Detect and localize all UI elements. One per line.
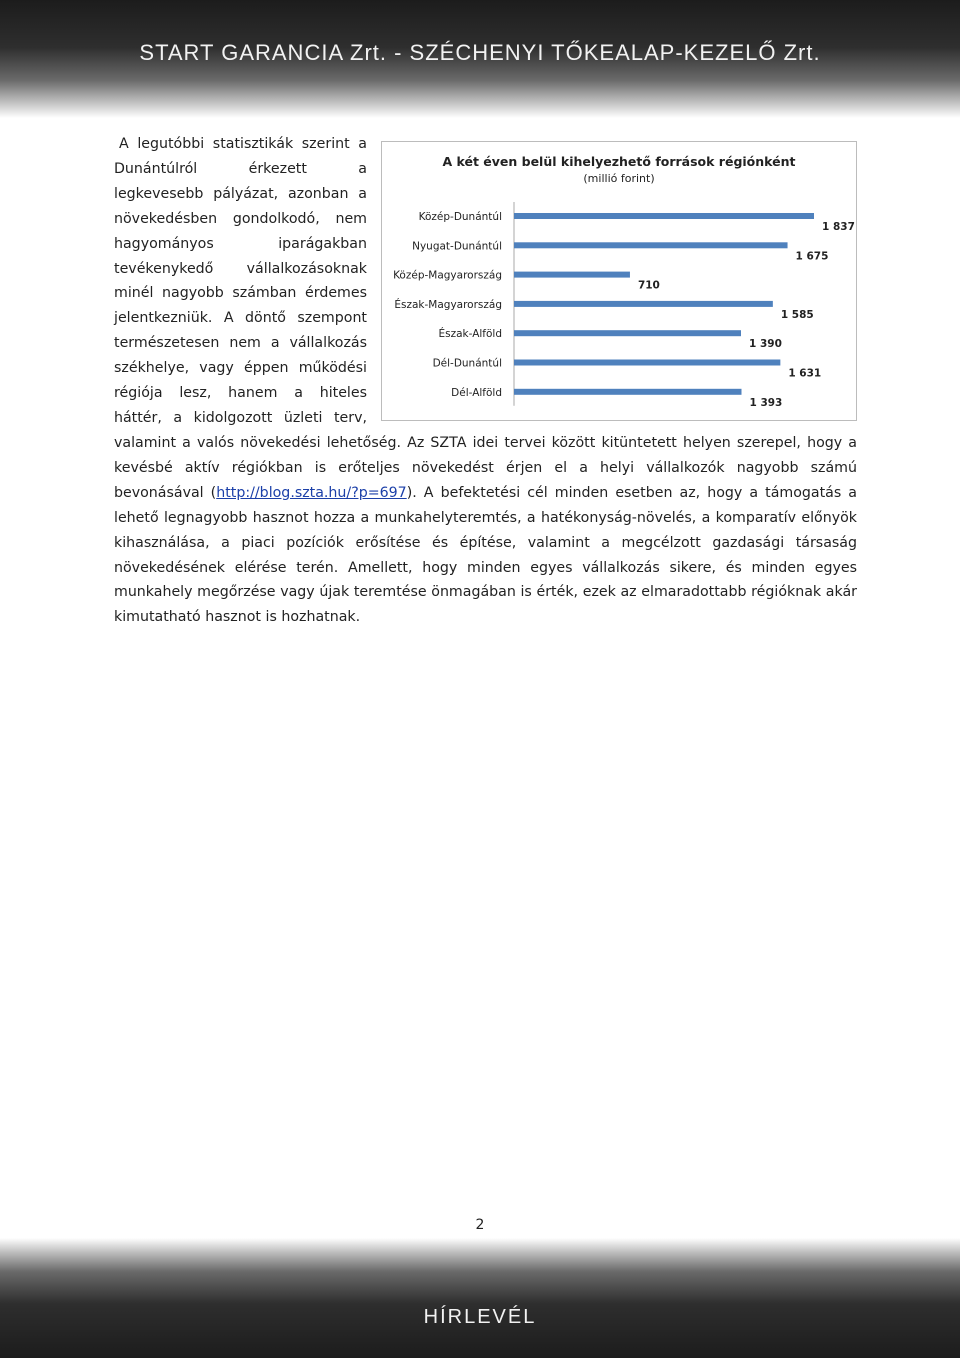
- text-line: A legutóbbi statisztikák szerint a: [119, 136, 367, 152]
- text-line: növekedésének elérése terén. Amellett, hogy minden egyes vállalkozás sikere, és minden egyes: [114, 559, 857, 576]
- category-label: Dél-Alföld: [451, 386, 502, 399]
- bar: [514, 242, 788, 248]
- text-line: valamint a valós növekedési lehetőség. Az SZTA idei tervei között kitüntetett helyen szerepel, hogy a: [114, 435, 857, 451]
- text-line: Dunántúlról érkezett a: [114, 160, 367, 177]
- text-line: lehető legnagyobb hasznot hozza a munkahelyteremtés, a hatékonyság-növelés, a komparatív előnyök: [114, 509, 857, 526]
- blog-link[interactable]: http://blog.szta.hu/?p=697: [216, 484, 407, 501]
- text-line: hagyományos iparágakban: [114, 235, 367, 252]
- data-label: 1 393: [749, 396, 783, 409]
- text-line: minél nagyobb számban érdemes: [114, 285, 367, 302]
- text-line: tevékenykedő vállalkozásoknak: [114, 260, 367, 277]
- bar: [514, 213, 814, 219]
- text-line: legkevesebb pályázat, azonban a: [114, 185, 367, 202]
- category-label: Közép-Magyarország: [393, 269, 502, 282]
- text-line: székhelye, vagy éppen működési: [114, 360, 367, 377]
- chart-svg: [382, 142, 856, 420]
- bar: [514, 330, 741, 336]
- text-line: munkahely megőrzése vagy újak teremtése önmagában is érték, ezek az elmaradottabb régióknak akár: [114, 584, 857, 601]
- category-label: Közép-Dunántúl: [418, 211, 502, 223]
- data-label: 1 675: [795, 250, 829, 263]
- data-label: 710: [637, 279, 660, 292]
- data-label: 1 585: [780, 308, 814, 321]
- regional-funds-chart: [381, 141, 857, 421]
- page-number: 2: [475, 1217, 485, 1233]
- text-line: kimutatható hasznot is hozhatnak.: [114, 609, 361, 626]
- data-label: 1 837: [822, 221, 855, 233]
- footer-title: HÍRLEVÉL: [423, 1306, 537, 1328]
- text-line: növekedésben gondolkodó, nem: [114, 210, 367, 227]
- text-line: [114, 485, 857, 501]
- category-label: Észak-Magyarország: [394, 298, 502, 311]
- chart-subtitle: (millió forint): [583, 172, 655, 185]
- text-segment: bevonásával (: [114, 484, 217, 501]
- category-label: Dél-Dunántúl: [432, 357, 502, 370]
- page-footer: [0, 1238, 960, 1358]
- bar: [514, 272, 630, 278]
- data-label: 1 390: [749, 338, 782, 351]
- text-line: kihasználása, a piaci pozíciók erősítése és építése, valamint a megcélzott gazdasági társaság: [114, 534, 857, 551]
- header-title: START GARANCIA Zrt. - SZÉCHENYI TŐKEALAP-KEZELŐ Zrt.: [139, 40, 821, 65]
- text-line: jelentkezniük. A döntő szempont: [114, 310, 367, 327]
- text-line: háttér, a kidolgozott üzleti terv,: [114, 409, 367, 426]
- text-segment: ). A befektetési cél minden esetben az, hogy a támogatás a: [406, 484, 857, 501]
- chart-marks: [393, 202, 855, 409]
- data-label: 1 631: [788, 367, 822, 380]
- text-line: kevésbé aktív régiókban is erőteljes növekedést érjen el a helyi vállalkozók nagyobb számú: [114, 459, 857, 476]
- page-header: [0, 0, 960, 118]
- text-line: régiója lesz, hanem a hiteles: [114, 385, 367, 401]
- category-label: Nyugat-Dunántúl: [412, 240, 502, 253]
- bar: [514, 301, 773, 307]
- bar: [514, 360, 780, 366]
- text-line: természetesen nem a vállalkozás: [114, 335, 367, 352]
- category-label: Észak-Alföld: [438, 328, 502, 341]
- bar: [514, 389, 741, 395]
- chart-title: A két éven belül kihelyezhető források régiónként: [442, 154, 796, 169]
